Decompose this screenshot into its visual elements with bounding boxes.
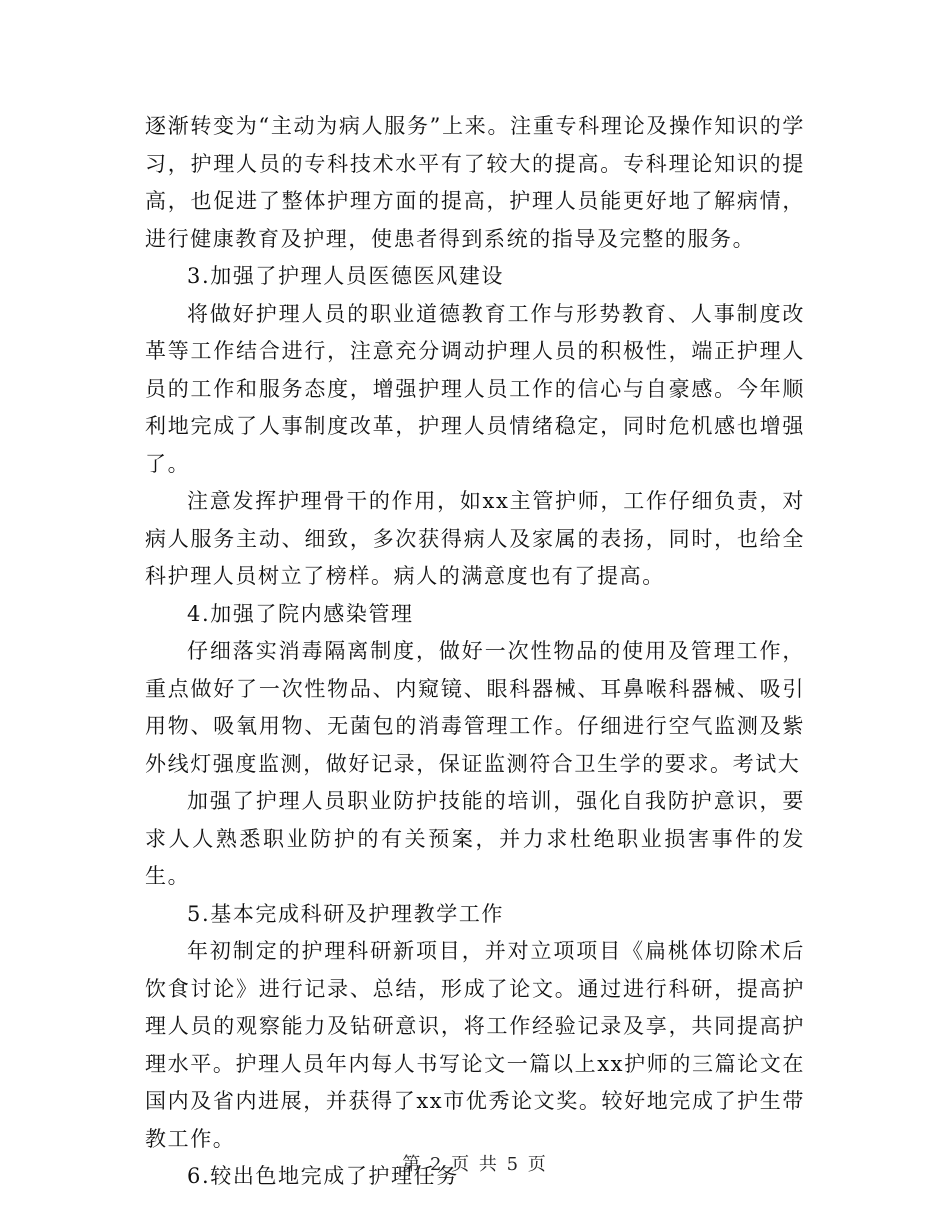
section-heading-5: 5.基本完成科研及护理教学工作: [187, 901, 505, 926]
section-heading-6: 6.较出色地完成了护理任务: [187, 1164, 459, 1188]
section-heading-4: 4.加强了院内感染管理: [187, 601, 414, 626]
paragraph-research: 年初制定的护理科研新项目，并对立项项目《扁桃体切除术后饮食讨论》进行记录、总结，形成了论文。通过进行科研，提高护理人员的观察能力及钻研意识，将工作经验记录及享，共同提高护理水平。护理人员年内每人书写论文一篇以上xx护师的三篇论文在国内及省内进展，并获得了xx市优秀论文奖。较好地完成了护生带教工作。: [145, 939, 805, 1151]
paragraph-disinfection: 仔细落实消毒隔离制度，做好一次性物品的使用及管理工作，重点做好了一次性物品、内窥镜、眼科器械、耳鼻喉科器械、吸引用物、吸氧用物、无菌包的消毒管理工作。仔细进行空气监测及紫外线灯强度监测，做好记录，保证监测符合卫生学的要求。考试大: [145, 639, 805, 776]
section-heading-3: 3.加强了护理人员医德医风建设: [187, 264, 505, 288]
page-number-footer: 第 2 页 共 5 页: [402, 1154, 548, 1175]
document-body: [145, 108, 805, 1196]
paragraph-protection: 加强了护理人员职业防护技能的培训，强化自我防护意识，要求人人熟悉职业防护的有关预案，并力求杜绝职业损害事件的发生。: [145, 789, 805, 888]
paragraph-backbone: 注意发挥护理骨干的作用，如xx主管护师，工作仔细负责，对病人服务主动、细致，多次获得病人及家属的表扬，同时，也给全科护理人员树立了榜样。病人的满意度也有了提高。: [145, 489, 805, 588]
paragraph-ethics: 将做好护理人员的职业道德教育工作与形势教育、人事制度改革等工作结合进行，注意充分调动护理人员的积极性，端正护理人员的工作和服务态度，增强护理人员工作的信心与自豪感。今年顺利地完成了人事制度改革，护理人员情绪稳定，同时危机感也增强了。: [145, 301, 805, 476]
paragraph-continuation: 逐渐转变为“主动为病人服务”上来。注重专科理论及操作知识的学习，护理人员的专科技术水平有了较大的提高。专科理论知识的提高，也促进了整体护理方面的提高，护理人员能更好地了解病情，进行健康教育及护理，使患者得到系统的指导及完整的服务。: [145, 114, 805, 251]
